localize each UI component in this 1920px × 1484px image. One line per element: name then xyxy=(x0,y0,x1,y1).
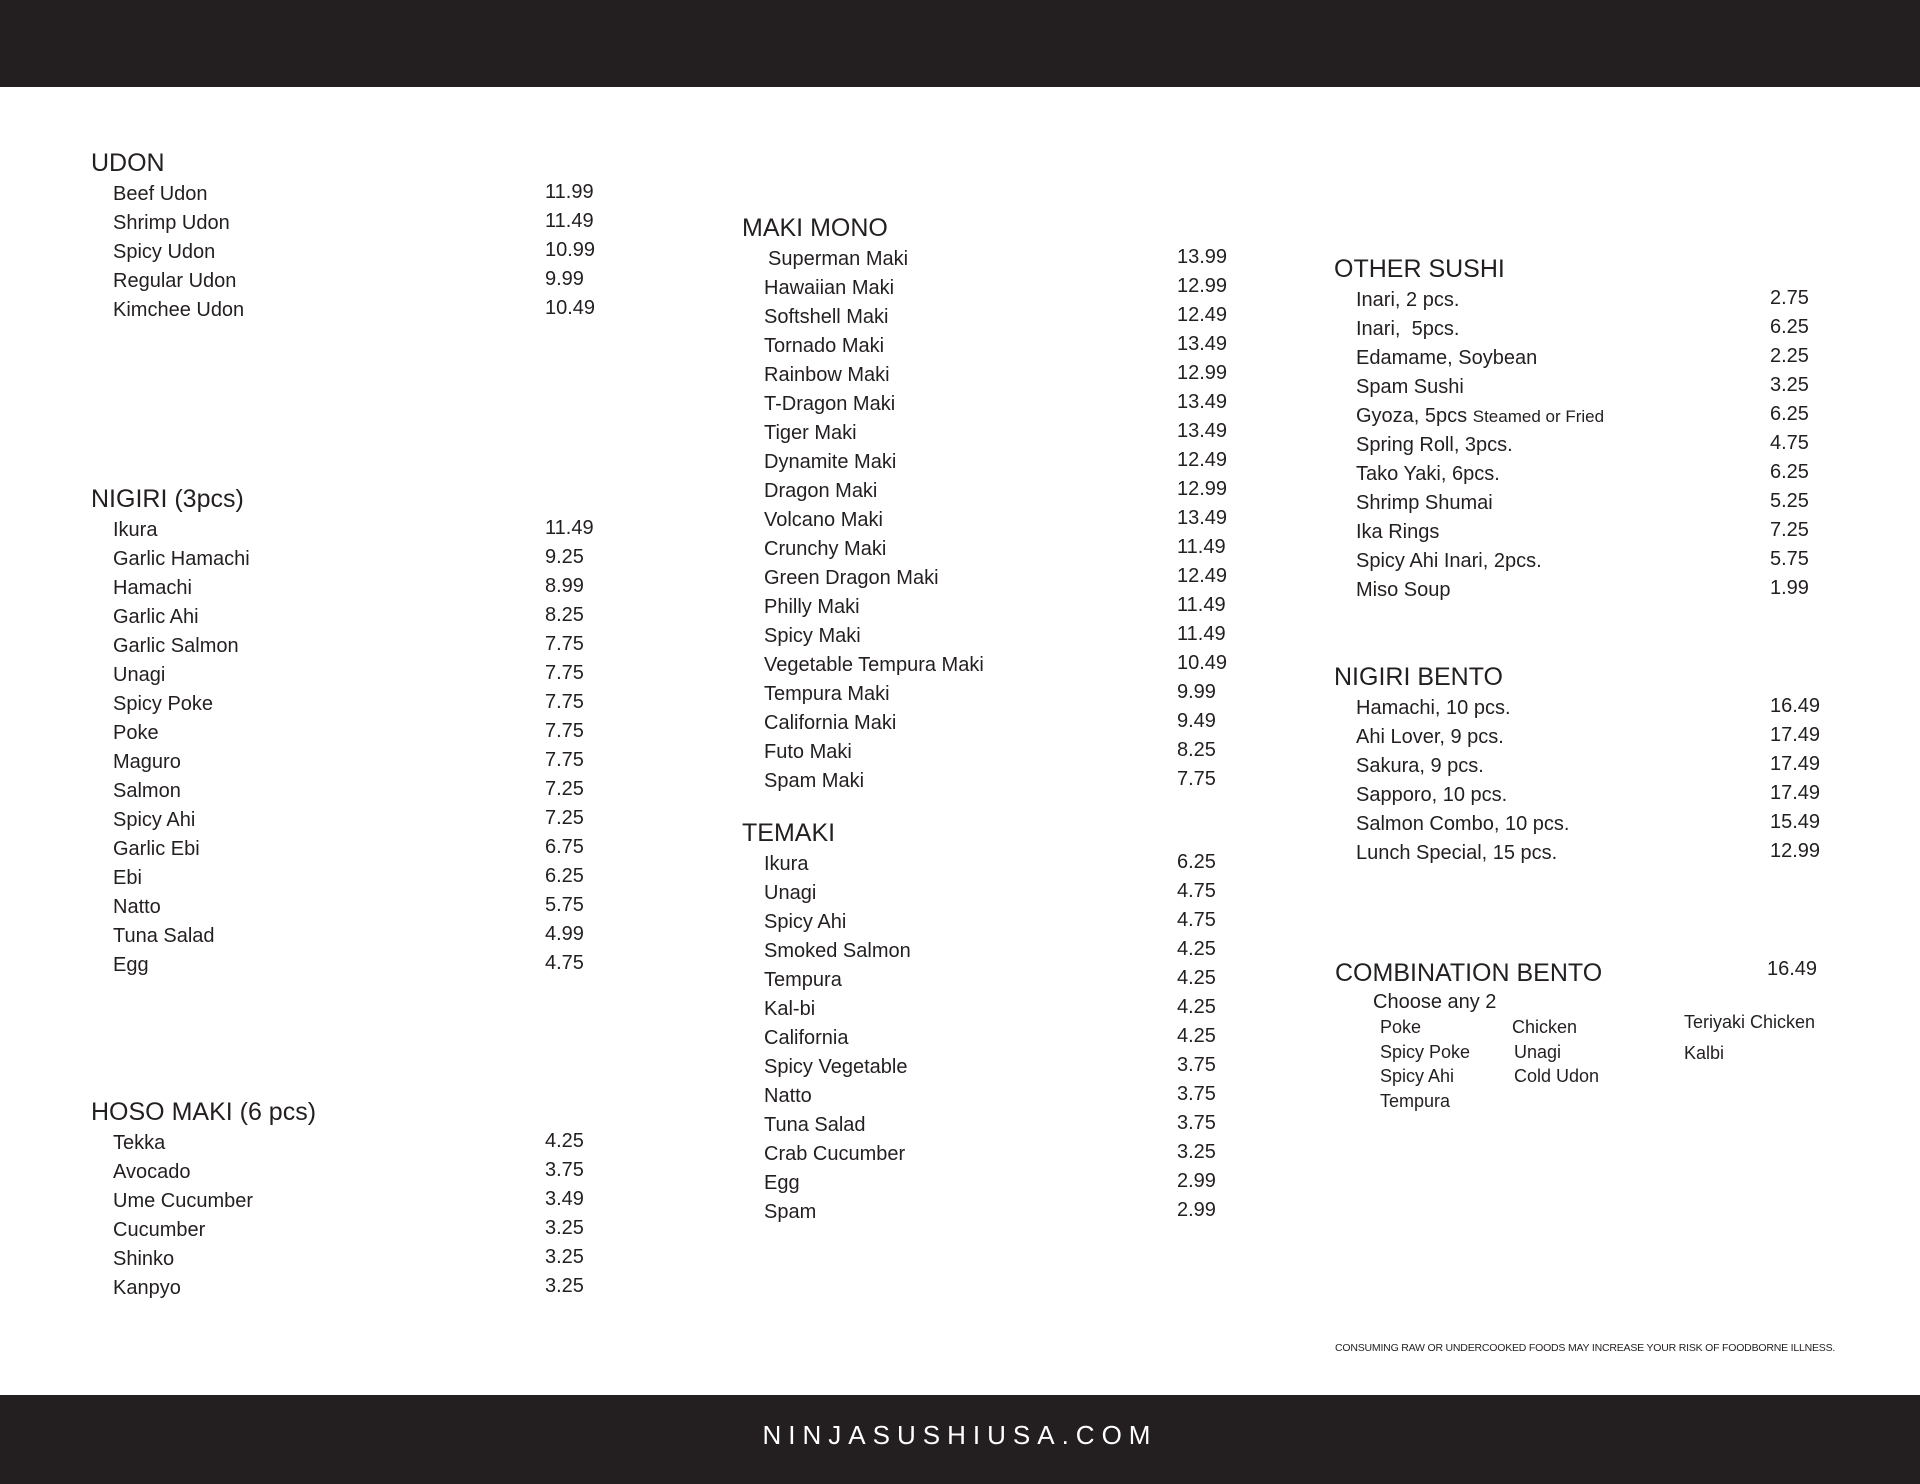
item-name: Tuna Salad xyxy=(764,1114,866,1136)
item-price: 3.25 xyxy=(545,1246,584,1268)
menu-item xyxy=(91,806,584,835)
item-name xyxy=(1356,576,1451,605)
section-title: HOSO MAKI (6 pcs) xyxy=(91,1098,317,1126)
item-name: Ebi xyxy=(113,867,142,889)
item-price: 7.25 xyxy=(1770,519,1809,541)
item-price: 12.99 xyxy=(1177,275,1228,297)
item-price: 3.25 xyxy=(1770,374,1809,396)
item-price: 6.25 xyxy=(1770,461,1809,483)
item-price: 8.99 xyxy=(545,575,584,597)
menu-item xyxy=(742,738,1216,767)
menu-item xyxy=(91,209,594,238)
menu-item xyxy=(742,767,1216,796)
combo-options-col-3 xyxy=(1684,1007,1815,1069)
item-price: 11.49 xyxy=(1177,623,1226,645)
item-name: Crunchy Maki xyxy=(764,538,887,560)
item-name-text: Miso Soup xyxy=(1356,579,1451,601)
item-price: 13.49 xyxy=(1177,420,1228,442)
item-price: 13.49 xyxy=(1177,507,1228,529)
menu-item xyxy=(1334,431,1809,460)
menu-item xyxy=(1334,810,1821,839)
item-name: Sapporo, 10 pcs. xyxy=(1356,784,1508,806)
item-price: 12.49 xyxy=(1177,565,1228,587)
item-name: Spicy Maki xyxy=(764,625,861,647)
item-price: 17.49 xyxy=(1770,753,1821,775)
section-title: NIGIRI BENTO xyxy=(1334,663,1504,691)
footer-website-link[interactable]: NINJASUSHIUSA.COM xyxy=(762,1420,1158,1450)
item-name: Lunch Special, 15 pcs. xyxy=(1356,842,1558,864)
menu-item xyxy=(742,651,1228,680)
menu-item xyxy=(742,564,1228,593)
item-name: Spicy Vegetable xyxy=(764,1056,908,1078)
menu-item xyxy=(1334,839,1821,868)
item-name-text: Ika Rings xyxy=(1356,521,1440,543)
item-name: Kimchee Udon xyxy=(113,299,245,321)
item-price: 15.49 xyxy=(1770,811,1821,833)
item-name: Maguro xyxy=(113,751,181,773)
menu-item xyxy=(91,1129,584,1158)
combo-option: Chicken xyxy=(1512,1017,1578,1037)
item-name-text: Shrimp Shumai xyxy=(1356,492,1493,514)
menu-item xyxy=(91,835,584,864)
menu-item xyxy=(91,267,584,296)
menu-item xyxy=(1334,723,1821,752)
item-name: Dynamite Maki xyxy=(764,451,897,473)
item-name: Unagi xyxy=(113,664,166,686)
menu-item xyxy=(1334,576,1809,605)
menu-item xyxy=(91,922,584,951)
menu-item xyxy=(1334,460,1809,489)
item-price: 12.99 xyxy=(1177,362,1228,384)
item-name: Tiger Maki xyxy=(764,422,857,444)
section-title: TEMAKI xyxy=(742,819,836,847)
udon-section xyxy=(91,148,596,325)
item-price: 2.25 xyxy=(1770,345,1809,367)
item-price: 3.25 xyxy=(545,1275,584,1297)
section-title: UDON xyxy=(91,149,165,177)
item-price: 4.25 xyxy=(545,1130,584,1152)
item-price: 9.99 xyxy=(1177,681,1216,703)
item-price: 7.25 xyxy=(545,807,584,829)
item-price: 17.49 xyxy=(1770,724,1821,746)
item-price: 16.49 xyxy=(1770,695,1821,717)
menu-item xyxy=(742,274,1228,303)
menu-item xyxy=(1334,694,1821,723)
item-price: 3.75 xyxy=(1177,1054,1216,1076)
item-price: 6.25 xyxy=(1770,316,1809,338)
maki-mono-section xyxy=(742,213,1228,796)
item-price: 5.75 xyxy=(1770,548,1809,570)
menu-item xyxy=(742,908,1216,937)
section-title: OTHER SUSHI xyxy=(1334,255,1505,283)
item-name: Shinko xyxy=(113,1248,175,1270)
item-price: 4.75 xyxy=(1177,909,1216,931)
item-price: 3.25 xyxy=(1177,1141,1216,1163)
item-name: Volcano Maki xyxy=(764,509,883,531)
menu-item xyxy=(742,1198,1216,1227)
item-name: Softshell Maki xyxy=(764,306,889,328)
item-name: Spicy Udon xyxy=(113,241,216,263)
menu-item xyxy=(1334,518,1809,547)
item-price: 4.25 xyxy=(1177,967,1216,989)
menu-item xyxy=(91,545,584,574)
item-name: Poke xyxy=(113,722,159,744)
menu-item xyxy=(91,296,596,325)
menu-item xyxy=(742,937,1216,966)
item-name: California Maki xyxy=(764,712,897,734)
item-price: 6.25 xyxy=(1177,851,1216,873)
menu-item xyxy=(91,238,596,267)
item-name: Unagi xyxy=(764,882,817,904)
combo-options-col-1 xyxy=(1380,1015,1470,1113)
temaki-section xyxy=(742,818,1216,1227)
item-name: Vegetable Tempura Maki xyxy=(764,654,984,676)
menu-item xyxy=(91,893,584,922)
item-name xyxy=(1356,286,1459,315)
menu-item xyxy=(742,361,1228,390)
menu-item xyxy=(1334,286,1809,315)
menu-item xyxy=(742,245,1228,274)
item-name: Garlic Ahi xyxy=(113,606,199,628)
menu-item xyxy=(91,1187,584,1216)
menu-item xyxy=(742,477,1228,506)
item-name xyxy=(1356,460,1500,489)
item-name: Shrimp Udon xyxy=(113,212,230,234)
item-price: 12.99 xyxy=(1770,840,1821,862)
combo-options-col-2 xyxy=(1512,1015,1599,1089)
item-price: 13.49 xyxy=(1177,333,1228,355)
menu-item xyxy=(91,1216,584,1245)
menu-item xyxy=(91,719,584,748)
menu-item xyxy=(1334,344,1809,373)
menu-item xyxy=(742,332,1228,361)
item-price: 7.75 xyxy=(545,691,584,713)
item-name: Kal-bi xyxy=(764,998,816,1020)
item-name: Futo Maki xyxy=(764,741,852,763)
item-name: Egg xyxy=(764,1172,800,1194)
item-name: Cucumber xyxy=(113,1219,206,1241)
food-safety-disclaimer: CONSUMING RAW OR UNDERCOOKED FOODS MAY INCREASE YOUR RISK OF FOODBORNE ILLNESS. xyxy=(1335,1342,1836,1354)
item-price: 4.99 xyxy=(545,923,584,945)
item-name: Crab Cucumber xyxy=(764,1143,906,1165)
item-price: 6.25 xyxy=(1770,403,1809,425)
item-price: 3.25 xyxy=(545,1217,584,1239)
item-name xyxy=(1356,402,1604,431)
item-name: Spam Maki xyxy=(764,770,865,792)
combination-bento-section xyxy=(1335,958,1602,990)
menu-item xyxy=(742,593,1226,622)
item-price: 12.49 xyxy=(1177,449,1228,471)
item-price: 7.75 xyxy=(545,720,584,742)
menu-item xyxy=(1334,752,1821,781)
menu-item xyxy=(91,574,584,603)
menu-item xyxy=(742,448,1228,477)
item-price: 13.99 xyxy=(1177,246,1228,268)
menu-item xyxy=(91,632,584,661)
menu-item xyxy=(742,303,1228,332)
item-name: Egg xyxy=(113,954,149,976)
menu-item xyxy=(742,1024,1216,1053)
item-name: Beef Udon xyxy=(113,183,208,205)
item-price: 7.75 xyxy=(545,633,584,655)
item-price: 11.99 xyxy=(545,181,594,203)
item-name: Garlic Ebi xyxy=(113,838,200,860)
item-price: 2.99 xyxy=(1177,1170,1216,1192)
menu-item xyxy=(1334,547,1809,576)
menu-item xyxy=(742,680,1216,709)
section-title: MAKI MONO xyxy=(742,214,888,242)
menu-item xyxy=(91,864,584,893)
item-price: 12.99 xyxy=(1177,478,1228,500)
item-price: 4.25 xyxy=(1177,996,1216,1018)
item-name: Ume Cucumber xyxy=(113,1190,254,1212)
menu-item xyxy=(91,180,594,209)
menu-item xyxy=(742,850,1216,879)
item-price: 7.25 xyxy=(545,778,584,800)
menu-item xyxy=(742,622,1226,651)
menu-item xyxy=(742,535,1226,564)
item-name-text: Spam Sushi xyxy=(1356,376,1464,398)
item-name: Hawaiian Maki xyxy=(764,277,895,299)
item-name: Sakura, 9 pcs. xyxy=(1356,755,1484,777)
item-name xyxy=(1356,518,1439,547)
section-title: NIGIRI (3pcs) xyxy=(91,485,244,513)
nigiri-bento-section xyxy=(1334,662,1821,868)
item-name xyxy=(1356,373,1464,402)
item-price: 5.25 xyxy=(1770,490,1809,512)
item-name: T-Dragon Maki xyxy=(764,393,896,415)
item-name: California xyxy=(764,1027,849,1049)
item-price: 5.75 xyxy=(545,894,584,916)
item-name: Rainbow Maki xyxy=(764,364,890,386)
item-name: Hamachi xyxy=(113,577,192,599)
item-name-text: Inari, 2 pcs. xyxy=(1356,289,1460,311)
item-name: Dragon Maki xyxy=(764,480,878,502)
item-price: 3.75 xyxy=(1177,1112,1216,1134)
other-sushi-section xyxy=(1334,254,1809,605)
menu-item xyxy=(742,995,1216,1024)
combo-option: Poke xyxy=(1380,1017,1422,1037)
item-name: Smoked Salmon xyxy=(764,940,911,962)
menu-item xyxy=(742,709,1216,738)
item-name: Regular Udon xyxy=(113,270,237,292)
item-name: Green Dragon Maki xyxy=(764,567,939,589)
menu-item xyxy=(742,1140,1216,1169)
item-name: Spicy Poke xyxy=(113,693,214,715)
item-name xyxy=(1356,489,1493,518)
section-title: COMBINATION BENTO xyxy=(1335,959,1603,987)
menu-item xyxy=(91,1245,584,1274)
menu-item xyxy=(91,1158,584,1187)
item-note: Steamed or Fried xyxy=(1472,407,1605,426)
menu-item xyxy=(1334,489,1809,518)
item-price: 10.99 xyxy=(545,239,596,261)
item-price: 11.49 xyxy=(545,517,594,539)
item-price: 9.99 xyxy=(545,268,584,290)
item-price: 2.99 xyxy=(1177,1199,1216,1221)
menu-item xyxy=(742,419,1228,448)
item-price: 4.75 xyxy=(545,952,584,974)
item-price: 11.49 xyxy=(1177,536,1226,558)
combination-bento-price: 16.49 xyxy=(1767,958,1818,980)
menu-item xyxy=(742,1053,1216,1082)
item-price: 11.49 xyxy=(545,210,594,232)
combo-option: Unagi xyxy=(1514,1041,1562,1062)
item-price: 2.75 xyxy=(1770,287,1809,309)
item-name: Tempura Maki xyxy=(764,683,890,705)
item-price: 4.25 xyxy=(1177,938,1216,960)
item-name: Garlic Salmon xyxy=(113,635,239,657)
hoso-maki-section xyxy=(91,1097,584,1303)
item-name: Tempura xyxy=(764,969,842,991)
combo-option: Spicy Poke xyxy=(1380,1041,1471,1062)
item-name: Garlic Hamachi xyxy=(113,548,250,570)
item-name-text: Inari, 5pcs. xyxy=(1356,318,1460,340)
item-price: 4.75 xyxy=(1177,880,1216,902)
item-price: 7.75 xyxy=(1177,768,1216,790)
menu-item xyxy=(91,603,584,632)
item-name xyxy=(1356,547,1542,576)
menu-item xyxy=(91,777,584,806)
item-price: 1.99 xyxy=(1770,577,1809,599)
item-name xyxy=(1356,315,1459,344)
nigiri-section xyxy=(91,484,594,980)
menu-item xyxy=(91,661,584,690)
item-price: 10.49 xyxy=(545,297,596,319)
menu-item xyxy=(1334,373,1809,402)
menu-item xyxy=(91,1274,584,1303)
item-name: Spicy Ahi xyxy=(764,911,847,933)
menu-item xyxy=(742,1082,1216,1111)
item-name-text: Edamame, Soybean xyxy=(1356,347,1538,369)
item-price: 11.49 xyxy=(1177,594,1226,616)
item-name-text: Spicy Ahi Inari, 2pcs. xyxy=(1356,550,1542,572)
menu-item xyxy=(1334,315,1809,344)
item-name: Ikura xyxy=(764,853,809,875)
combo-option: Teriyaki Chicken xyxy=(1684,1012,1816,1032)
menu-item xyxy=(742,506,1228,535)
item-name: Salmon xyxy=(113,780,181,802)
item-price: 3.75 xyxy=(545,1159,584,1181)
item-name xyxy=(1356,344,1537,373)
item-name: Tuna Salad xyxy=(113,925,215,947)
combo-option: Tempura xyxy=(1380,1090,1451,1111)
combination-bento-choose: Choose any 2 xyxy=(1373,991,1497,1013)
menu-item xyxy=(91,951,584,980)
menu-item xyxy=(742,879,1216,908)
item-price: 9.25 xyxy=(545,546,584,568)
item-name: Philly Maki xyxy=(764,596,860,618)
item-name: Ahi Lover, 9 pcs. xyxy=(1356,726,1504,748)
item-name: Tekka xyxy=(113,1132,166,1154)
item-name: Spicy Ahi xyxy=(113,809,196,831)
item-price: 7.75 xyxy=(545,662,584,684)
item-price: 6.25 xyxy=(545,865,584,887)
combo-option: Kalbi xyxy=(1684,1043,1725,1063)
item-name-text: Spring Roll, 3pcs. xyxy=(1356,434,1513,456)
item-price: 3.75 xyxy=(1177,1083,1216,1105)
item-name: Superman Maki xyxy=(768,248,909,270)
item-price: 4.75 xyxy=(1770,432,1809,454)
menu-item xyxy=(742,1111,1216,1140)
item-name: Tornado Maki xyxy=(764,335,885,357)
menu-item xyxy=(91,690,584,719)
combo-option: Cold Udon xyxy=(1514,1066,1600,1086)
top-bar xyxy=(0,0,1920,87)
menu-item xyxy=(1334,402,1809,431)
item-price: 13.49 xyxy=(1177,391,1228,413)
combo-option: Spicy Ahi xyxy=(1380,1066,1455,1086)
menu-item xyxy=(91,748,584,777)
item-price: 9.49 xyxy=(1177,710,1216,732)
item-price: 12.49 xyxy=(1177,304,1228,326)
item-name: Spam xyxy=(764,1201,817,1223)
item-price: 8.25 xyxy=(545,604,584,626)
item-name: Avocado xyxy=(113,1161,191,1183)
menu-item xyxy=(742,966,1216,995)
item-name: Ikura xyxy=(113,519,158,541)
item-name: Salmon Combo, 10 pcs. xyxy=(1356,813,1570,835)
item-name: Natto xyxy=(764,1085,812,1107)
item-price: 6.75 xyxy=(545,836,584,858)
menu-item xyxy=(742,1169,1216,1198)
item-name: Hamachi, 10 pcs. xyxy=(1356,697,1511,719)
item-name: Natto xyxy=(113,896,161,918)
item-name-text: Gyoza, 5pcs xyxy=(1356,405,1468,427)
item-price: 8.25 xyxy=(1177,739,1216,761)
item-price: 3.49 xyxy=(545,1188,584,1210)
menu-item xyxy=(742,390,1228,419)
menu-item xyxy=(1334,781,1821,810)
item-name: Kanpyo xyxy=(113,1277,181,1299)
item-price: 17.49 xyxy=(1770,782,1821,804)
item-name-text: Tako Yaki, 6pcs. xyxy=(1356,463,1500,485)
item-price: 7.75 xyxy=(545,749,584,771)
item-name xyxy=(1356,431,1513,460)
item-price: 4.25 xyxy=(1177,1025,1216,1047)
item-price: 10.49 xyxy=(1177,652,1228,674)
menu-item xyxy=(91,516,594,545)
